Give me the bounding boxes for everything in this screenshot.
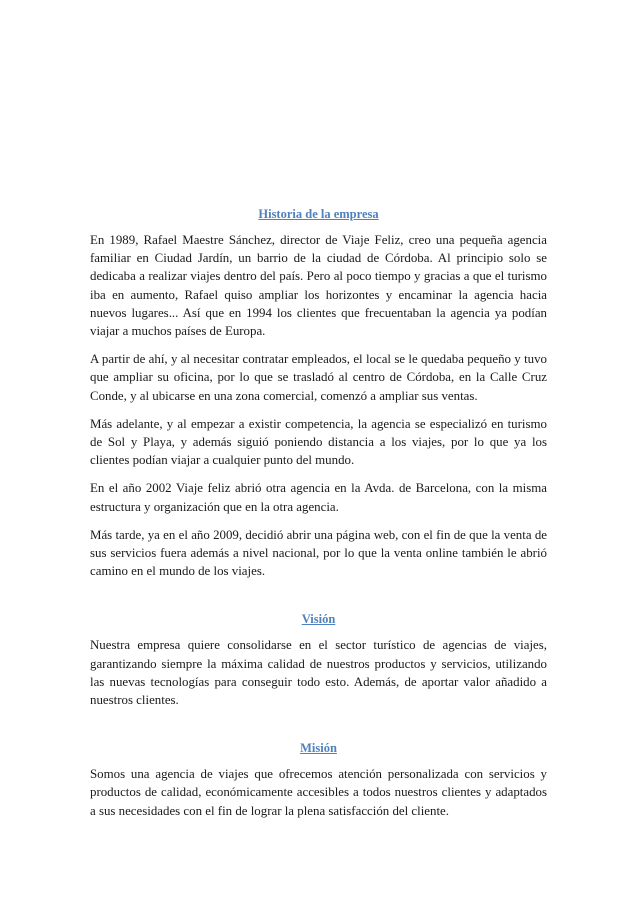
- historia-paragraph-1: En 1989, Rafael Maestre Sánchez, director de Viaje Feliz, creo una pequeña agencia familiar en Ciudad Jardín, un barrio de la ciudad de Córdoba. Al principio solo se dedicaba a realizar viajes dentro del país. Pero al poco tiempo y gracias a que el turismo iba en aumento, Rafael quiso ampliar los horizontes y encaminar la agencia hacia nuevos lugares... Así que en 1994 los clientes que frecuentaban la agencia ya podían viajar a muchos países de Europa.: [90, 233, 547, 339]
- historia-paragraph-3: Más adelante, y al empezar a existir competencia, la agencia se especializó en turismo de Sol y Playa, y además siguió poniendo distancia a los viajes, por lo que ya los clientes podían viajar a cualquier punto del mundo.: [90, 416, 547, 468]
- historia-paragraph-2: A partir de ahí, y al necesitar contratar empleados, el local se le quedaba pequeño y tuvo que ampliar su oficina, por lo que se trasladó al centro de Córdoba, en la Calle Cruz Conde, y al ubicarse en una zona comercial, comenzó a ampliar sus ventas.: [90, 352, 547, 403]
- document-page: [90, 206, 547, 820]
- mision-paragraph-1: Somos una agencia de viajes que ofrecemos atención personalizada con servicios y productos de calidad, económicamente accesibles a todos nuestros clientes y adaptados a sus necesidades con el fin de lograr la plena satisfacción del cliente.: [90, 767, 547, 818]
- vision-heading: Visión: [301, 612, 336, 627]
- section-historia: [90, 206, 547, 580]
- mision-heading: Misión: [300, 741, 337, 756]
- section-mision: [90, 740, 547, 820]
- historia-paragraph-5: Más tarde, ya en el año 2009, decidió abrir una página web, con el fin de que la venta de sus servicios fuera además a nivel nacional, por lo que la venta online también le abrió camino en el mundo de los viajes.: [90, 527, 547, 579]
- historia-heading: Historia de la empresa: [258, 207, 379, 221]
- historia-paragraph-4: En el año 2002 Viaje feliz abrió otra agencia en la Avda. de Barcelona, con la misma estructura y organización que en la otra agencia.: [90, 481, 547, 514]
- vision-paragraph-1: Nuestra empresa quiere consolidarse en el sector turístico de agencias de viajes, garantizando siempre la máxima calidad de nuestros productos y servicios, utilizando las nuevas tecnologías para conseguir todo esto. Además, de aportar valor añadido a nuestros clientes.: [90, 638, 547, 708]
- section-vision: [90, 611, 547, 709]
